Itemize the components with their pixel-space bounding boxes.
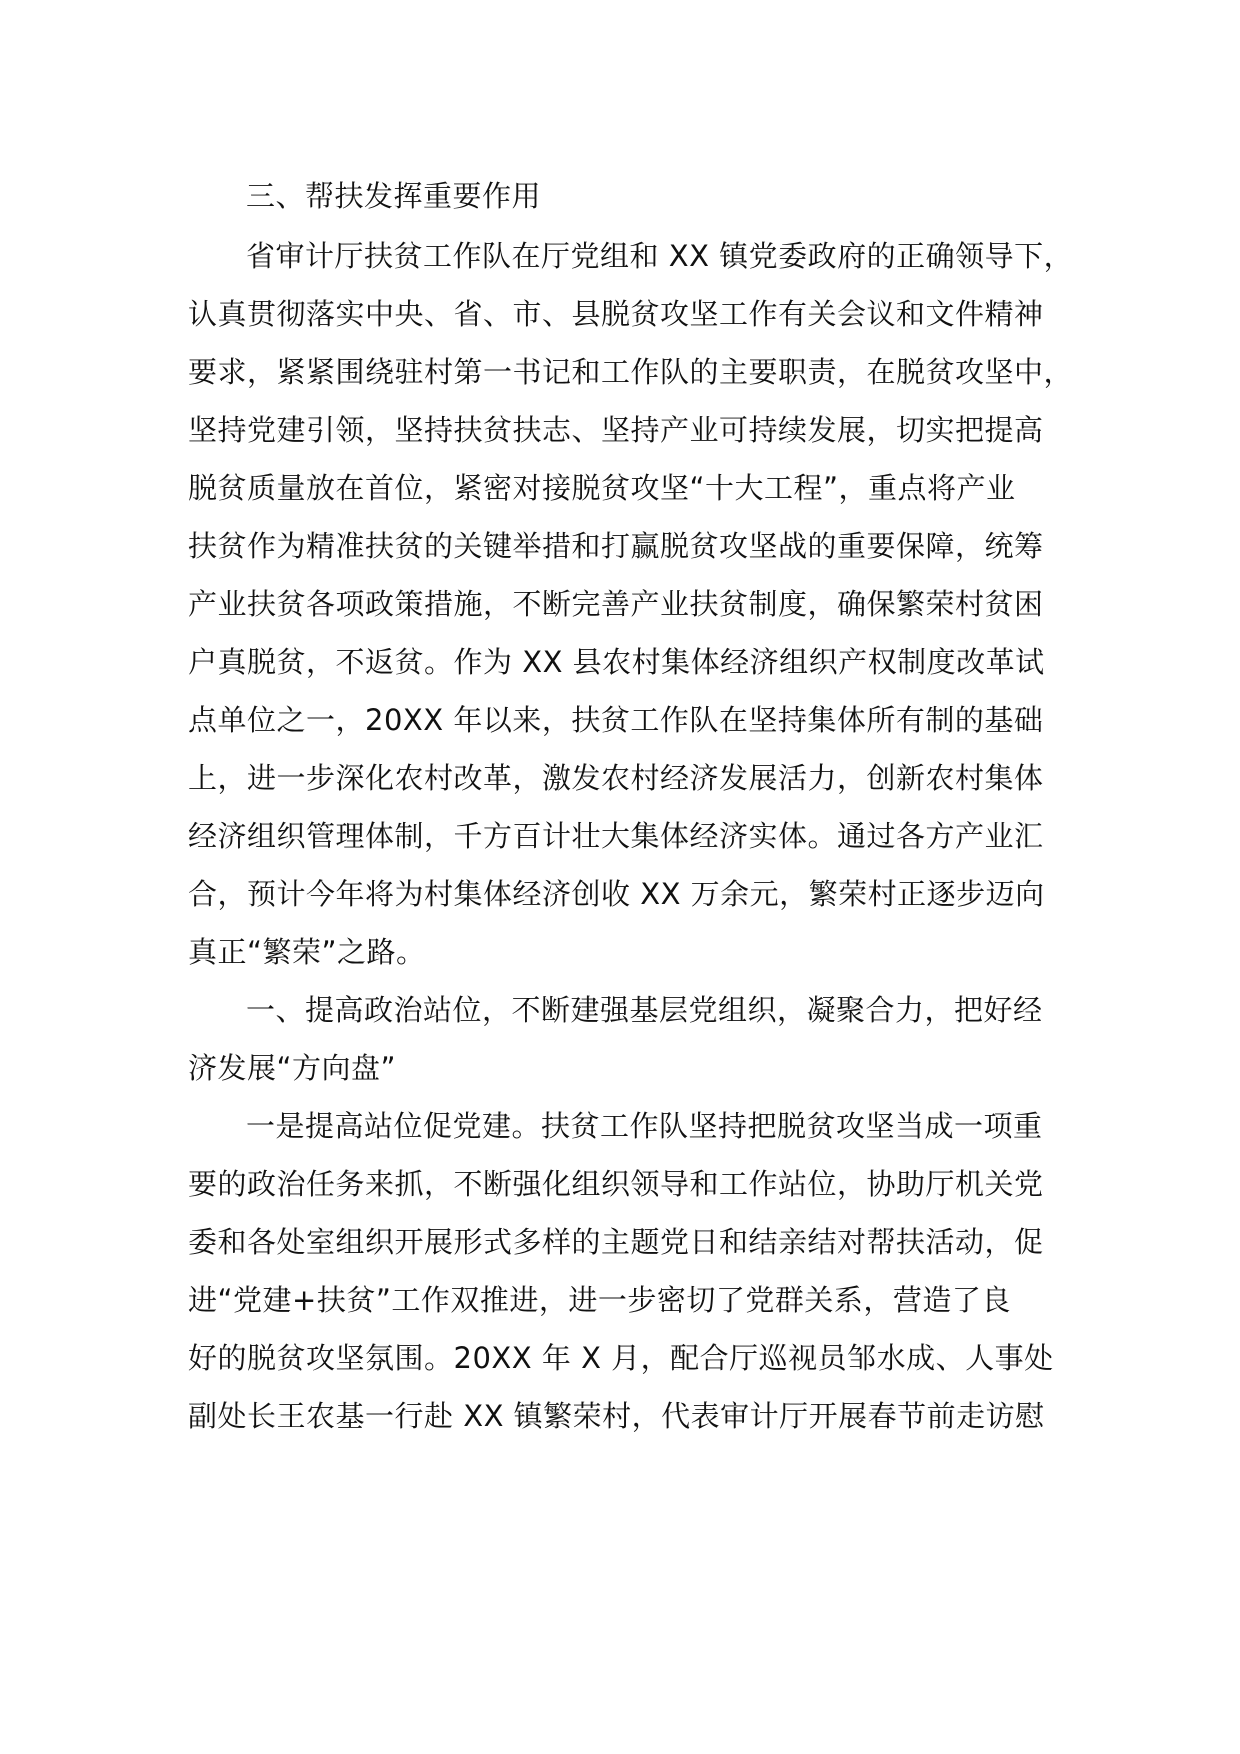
paragraph-line: 副处长王农基一行赴 XX 镇繁荣村，代表审计厅开展春节前走访慰 — [188, 1399, 1045, 1433]
paragraph-line: 认真贯彻落实中央、省、市、县脱贫攻坚工作有关会议和文件精神 — [188, 297, 1044, 331]
paragraph-line: 合，预计今年将为村集体经济创收 XX 万余元，繁荣村正逐步迈向 — [188, 877, 1045, 911]
paragraph-line: 省审计厅扶贫工作队在厅党组和 XX 镇党委政府的正确领导下， — [246, 239, 1074, 273]
paragraph-line: 产业扶贫各项政策措施，不断完善产业扶贫制度，确保繁荣村贫困 — [188, 587, 1044, 621]
paragraph-line: 户真脱贫，不返贫。作为 XX 县农村集体经济组织产权制度改革试 — [188, 645, 1045, 679]
section-heading: 三、帮扶发挥重要作用 — [246, 179, 542, 213]
paragraph-line: 点单位之一，20XX 年以来，扶贫工作队在坚持集体所有制的基础 — [188, 703, 1044, 737]
paragraph-line: 扶贫作为精准扶贫的关键举措和打赢脱贫攻坚战的重要保障，统筹 — [188, 529, 1044, 563]
paragraph-line: 经济组织管理体制，千方百计壮大集体经济实体。通过各方产业汇 — [188, 819, 1044, 853]
section-heading-continued: 济发展“方向盘” — [188, 1051, 397, 1085]
paragraph-line: 一是提高站位促党建。扶贫工作队坚持把脱贫攻坚当成一项重 — [246, 1109, 1043, 1143]
paragraph-line: 坚持党建引领，坚持扶贫扶志、坚持产业可持续发展，切实把提高 — [188, 413, 1044, 447]
paragraph-line: 委和各处室组织开展形式多样的主题党日和结亲结对帮扶活动，促 — [188, 1225, 1044, 1259]
paragraph-line: 脱贫质量放在首位，紧密对接脱贫攻坚“十大工程”，重点将产业 — [188, 471, 1016, 505]
section-heading: 一、提高政治站位，不断建强基层党组织，凝聚合力，把好经 — [246, 993, 1043, 1027]
paragraph-line: 要的政治任务来抓，不断强化组织领导和工作站位，协助厅机关党 — [188, 1167, 1044, 1201]
paragraph-line: 真正“繁荣”之路。 — [188, 935, 426, 969]
paragraph-line: 上，进一步深化农村改革，激发农村经济发展活力，创新农村集体 — [188, 761, 1044, 795]
paragraph-line: 进“党建+扶贫”工作双推进，进一步密切了党群关系，营造了良 — [188, 1283, 1011, 1317]
paragraph-line: 好的脱贫攻坚氛围。20XX 年 X 月，配合厅巡视员邹水成、人事处 — [188, 1341, 1054, 1375]
paragraph-line: 要求，紧紧围绕驻村第一书记和工作队的主要职责，在脱贫攻坚中， — [188, 355, 1074, 389]
